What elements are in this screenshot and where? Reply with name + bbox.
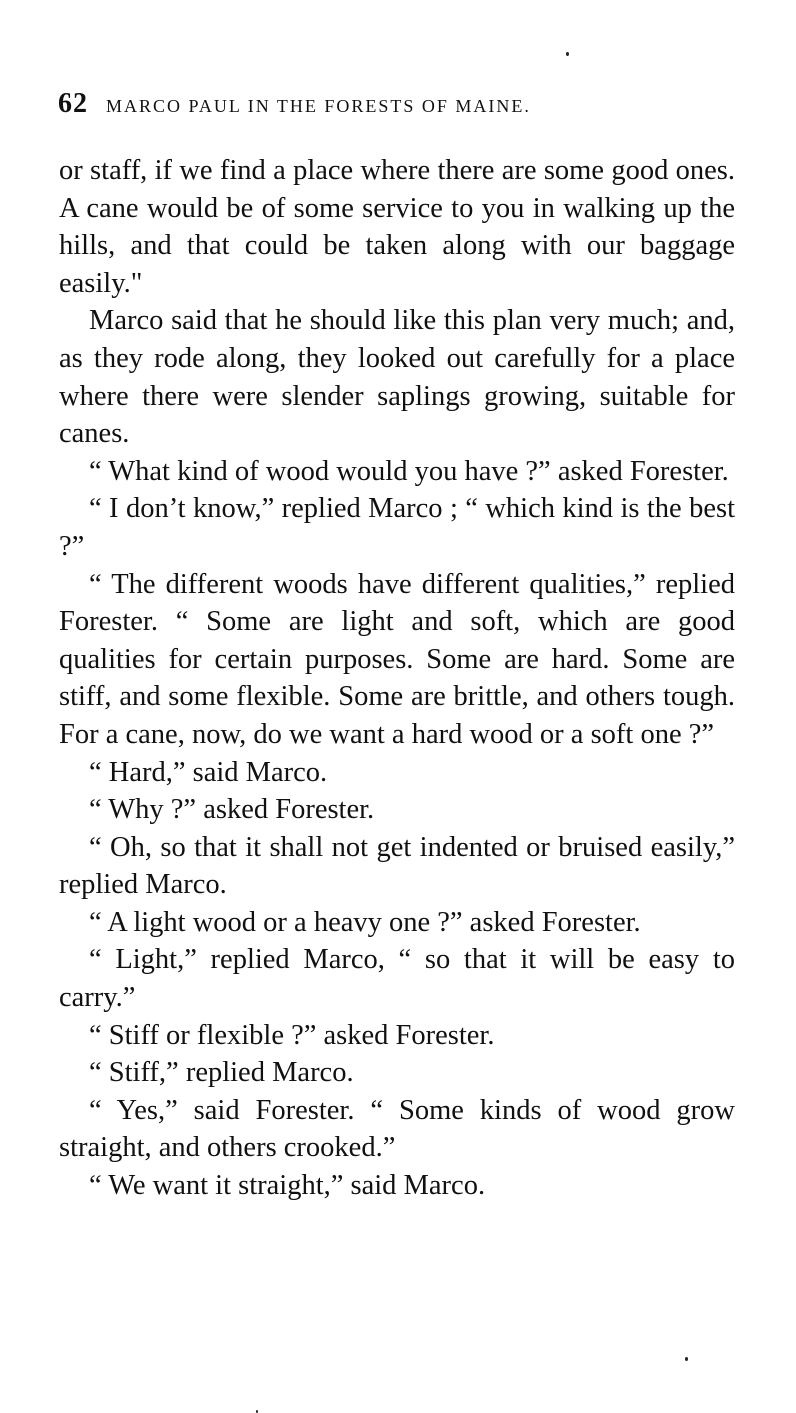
ink-speck <box>685 1357 688 1361</box>
paragraph: “ Yes,” said Forester. “ Some kinds of wood grow straight, and others crooked.” <box>59 1094 735 1164</box>
paragraph: “ Hard,” said Marco. <box>89 756 328 788</box>
body-text <box>59 152 735 1205</box>
running-title: MARCO PAUL IN THE FORESTS OF MAINE. <box>106 96 531 116</box>
paragraph: “ We want it straight,” said Marco. <box>89 1170 486 1202</box>
page-number: 62 <box>58 88 88 119</box>
paragraph: “ Light,” replied Marco, “ so that it will be easy to carry.” <box>59 944 735 1014</box>
paragraph: or staff, if we find a place where there are some good ones. A cane would be of some service to you in walking up the hills, and that could be taken along with our baggage easily." <box>59 155 735 299</box>
paragraph: “ Stiff,” replied Marco. <box>89 1057 354 1089</box>
paragraph: “ Stiff or flexible ?” asked Forester. <box>89 1019 495 1051</box>
paragraph: Marco said that he should like this plan very much; and, as they rode along, they looked out carefully for a place where there were slender saplings growing, suitable for canes. <box>59 305 735 450</box>
ink-speck <box>566 52 569 56</box>
paragraph: “ A light wood or a heavy one ?” asked Forester. <box>89 906 641 938</box>
paragraph: “ I don’t know,” replied Marco ; “ which kind is the best ?” <box>59 493 735 562</box>
paragraph: “ Why ?” asked Forester. <box>89 794 375 826</box>
paragraph: “ The different woods have different qualities,” replied Forester. “ Some are light and soft, which are good qualities for certain purposes. Some are hard. Some are stiff, and some flexible. Some are brittle, and others tough. For a cane, now, do we want a hard wood or a soft one ?” <box>59 568 735 750</box>
paragraph: “ What kind of wood would you have ?” asked Forester. <box>89 455 729 487</box>
page-header <box>58 88 738 124</box>
paragraph: “ Oh, so that it shall not get indented or bruised easily,” replied Marco. <box>59 831 735 901</box>
